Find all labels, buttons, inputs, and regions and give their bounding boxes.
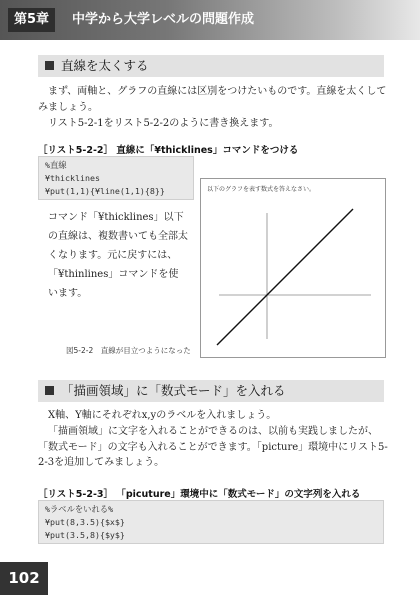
square-bullet-icon: [45, 61, 54, 70]
figure-prompt: 以下のグラフを表す数式を答えなさい。: [207, 186, 316, 193]
code-listing: [38, 500, 384, 544]
section-heading-text: 「描画領域」に「数式モード」を入れる: [61, 383, 286, 398]
thick-line: [217, 209, 353, 345]
paragraph: コマンド「¥thicklines」以下の直線は、複数書いても全部太くなります。元に戻すには、「¥thinlines」コマンドを使います。: [48, 212, 188, 299]
code-line: ¥put(3.5,8){$y$}: [45, 530, 125, 540]
paragraph: まず、両軸と、グラフの直線には区別をつけたいものです。直線を太くしてみましょう。: [38, 86, 387, 113]
code-line: ¥thicklines: [45, 173, 100, 183]
paragraph: リスト5-2-1をリスト5-2-2のように書き換えます。: [48, 118, 279, 129]
listing-title: ［リスト5-2-3］ 「picuture」環境中に「数式モード」の文字列を入れる: [38, 489, 361, 500]
square-bullet-icon: [45, 386, 54, 395]
line-graph: [201, 179, 387, 359]
section-heading-thick-lines: [38, 55, 384, 77]
section-heading-text: 直線を太くする: [61, 58, 149, 73]
figure-frame: [200, 178, 386, 358]
code-listing: [38, 156, 194, 200]
listing-title: ［リスト5-2-2］ 直線に「¥thicklines」コマンドをつける: [38, 145, 299, 156]
chapter-label: 第5章: [8, 8, 55, 32]
paragraph: X軸、Y軸にそれぞれx,yのラベルを入れましょう。: [48, 410, 277, 421]
code-line: %ラベルをいれる%: [45, 504, 114, 514]
code-line: %直線: [45, 160, 67, 170]
figure-caption: 図5-2-2 直線が目立つようになった: [66, 346, 191, 355]
code-line: ¥put(8,3.5){$x$}: [45, 517, 125, 527]
paragraph: 「描画領域」に文字を入れることができるのは、以前も実践しましたが、「数式モード」の文字も入れることができます。「picture」環境中にリスト5-2-3を追加してみましょう。: [38, 426, 388, 468]
chapter-title: 中学から大学レベルの問題作成: [72, 12, 255, 27]
section-heading-math-mode: [38, 380, 384, 402]
code-line: ¥put(1,1){¥line(1,1){8}}: [45, 186, 165, 196]
page-number: 102: [0, 562, 48, 595]
